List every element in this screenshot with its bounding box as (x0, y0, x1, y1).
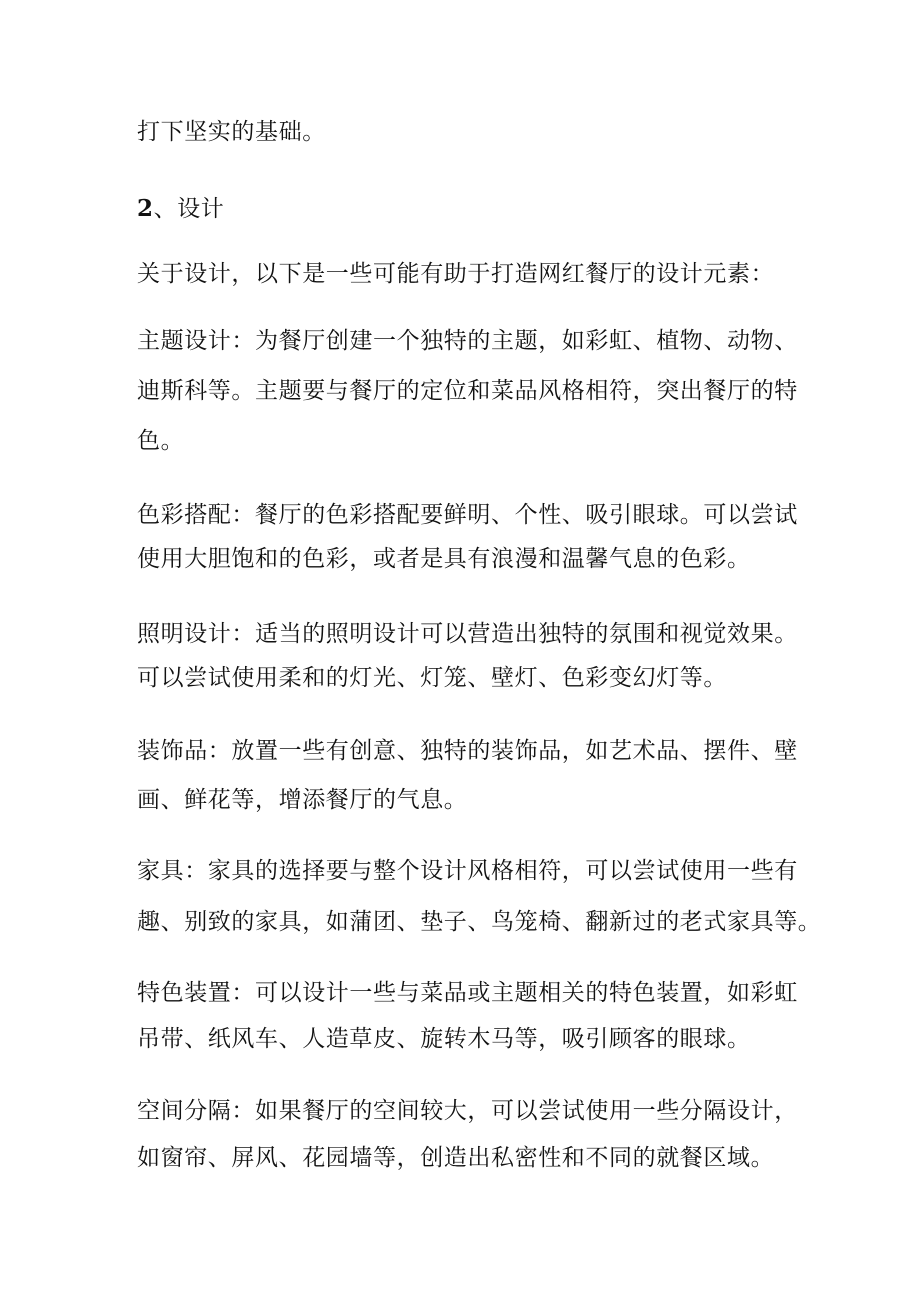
paragraph-line: 特色装置：可以设计一些与菜品或主题相关的特色装置，如彩虹 (137, 980, 798, 1006)
paragraph-line: 如窗帘、屏风、花园墙等，创造出私密性和不同的就餐区域。 (137, 1145, 775, 1171)
paragraph-line: 主题设计：为餐厅创建一个独特的主题，如彩虹、植物、动物、 (137, 328, 798, 354)
paragraph-line: 使用大胆饱和的色彩，或者是具有浪漫和温馨气息的色彩。 (137, 546, 751, 572)
intro-tail-line: 打下坚实的基础。 (137, 119, 326, 145)
paragraph-line: 可以尝试使用柔和的灯光、灯笼、壁灯、色彩变幻灯等。 (137, 665, 727, 691)
section-heading (137, 194, 224, 224)
paragraph-line: 色。 (137, 428, 185, 454)
section-title: 、设计 (153, 196, 225, 222)
paragraph-line: 吊带、纸风车、人造草皮、旋转木马等，吸引顾客的眼球。 (137, 1026, 751, 1052)
paragraph-line: 空间分隔：如果餐厅的空间较大，可以尝试使用一些分隔设计， (137, 1098, 798, 1124)
section-number: 2 (137, 195, 154, 222)
paragraph-line: 照明设计：适当的照明设计可以营造出独特的氛围和视觉效果。 (137, 621, 798, 647)
paragraph-line: 装饰品：放置一些有创意、独特的装饰品，如艺术品、摆件、壁 (137, 738, 798, 764)
lead-paragraph: 关于设计，以下是一些可能有助于打造网红餐厅的设计元素： (137, 261, 775, 287)
paragraph-line: 趣、别致的家具，如蒲团、垫子、鸟笼椅、翻新过的老式家具等。 (137, 909, 822, 935)
paragraph-line: 色彩搭配：餐厅的色彩搭配要鲜明、个性、吸引眼球。可以尝试 (137, 502, 798, 528)
paragraph-line: 画、鲜花等，增添餐厅的气息。 (137, 787, 468, 813)
paragraph-line: 家具：家具的选择要与整个设计风格相符，可以尝试使用一些有 (137, 858, 798, 884)
paragraph-line: 迪斯科等。主题要与餐厅的定位和菜品风格相符，突出餐厅的特 (137, 378, 798, 404)
